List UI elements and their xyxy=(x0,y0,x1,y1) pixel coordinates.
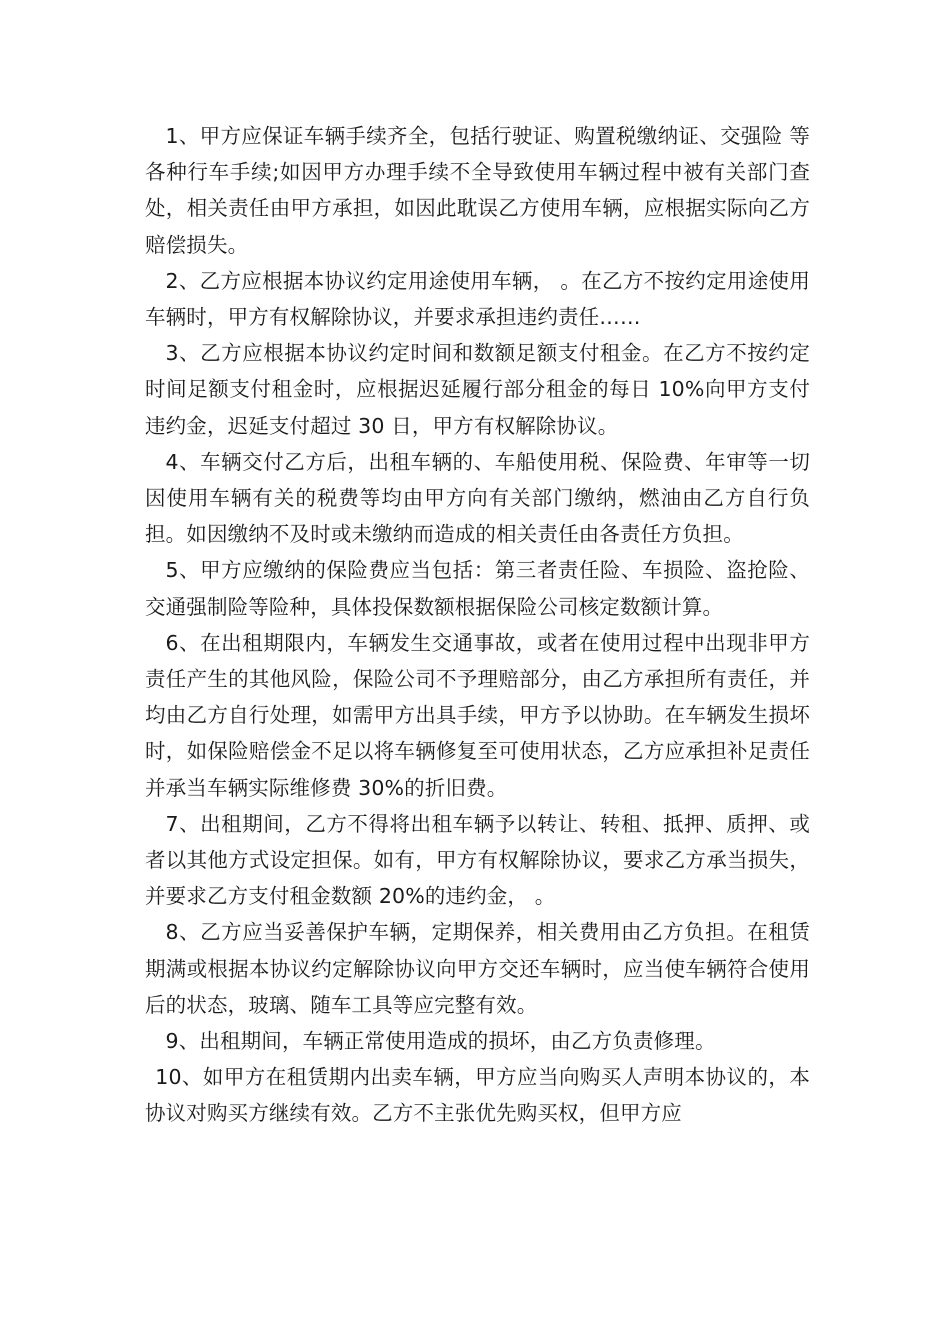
clause-paragraph-5: 5、甲方应缴纳的保险费应当包括：第三者责任险、车损险、盗抢险、交通强制险等险种，具体投保数额根据保险公司核定数额计算。 xyxy=(145,558,810,619)
clause-paragraph-9: 9、出租期间，车辆正常使用造成的损坏，由乙方负责修理。 xyxy=(165,1029,716,1054)
clause-paragraph-6: 6、在出租期限内，车辆发生交通事故，或者在使用过程中出现非甲方责任产生的其他风险，保险公司不予理赔部分，由乙方承担所有责任，并均由乙方自行处理，如需甲方出具手续，甲方予以协助。在车辆发生损坏时，如保险赔偿金不足以将车辆修复至可使用状态，乙方应承担补足责任并承当车辆实际维修费 30%的折旧费。 xyxy=(145,630,810,800)
clause-paragraph-2: 2、乙方应根据本协议约定用途使用车辆， 。在乙方不按约定用途使用车辆时，甲方有权解除协议，并要求承担违约责任…… xyxy=(145,268,810,330)
clause-paragraph-8: 8、乙方应当妥善保护车辆，定期保养，相关费用由乙方负担。在租赁期满或根据本协议约定解除协议向甲方交还车辆时，应当使车辆符合使用后的状态，玻璃、随车工具等应完整有效。 xyxy=(145,920,810,1017)
clause-paragraph-4: 4、车辆交付乙方后，出租车辆的、车船使用税、保险费、年审等一切因使用车辆有关的税费等均由甲方向有关部门缴纳，燃油由乙方自行负担。如因缴纳不及时或未缴纳而造成的相关责任由各责任方负担。 xyxy=(145,449,810,547)
clause-paragraph-1: 1、甲方应保证车辆手续齐全，包括行驶证、购置税缴纳证、交强险 等各种行车手续;如因甲方办理手续不全导致使用车辆过程中被有关部门查处，相关责任由甲方承担，如因此耽误乙方使用车辆，应根据实际向乙方赔偿损失。 xyxy=(145,124,810,257)
clause-paragraph-10: 10、如甲方在租赁期内出卖车辆，甲方应当向购买人声明本协议的，本协议对购买方继续有效。乙方不主张优先购买权，但甲方应 xyxy=(145,1065,810,1126)
clause-paragraph-7: 7、出租期间，乙方不得将出租车辆予以转让、转租、抵押、质押、或者以其他方式设定担保。如有，甲方有权解除协议，要求乙方承当损失，并要求乙方支付租金数额 20%的违约金， 。 xyxy=(145,811,810,909)
document-body xyxy=(145,118,810,1132)
clause-paragraph-3: 3、乙方应根据本协议约定时间和数额足额支付租金。在乙方不按约定时间足额支付租金时，应根据迟延履行部分租金的每日 10%向甲方支付违约金，迟延支付超过 30 日，甲方有权解除协议。 xyxy=(145,341,810,438)
